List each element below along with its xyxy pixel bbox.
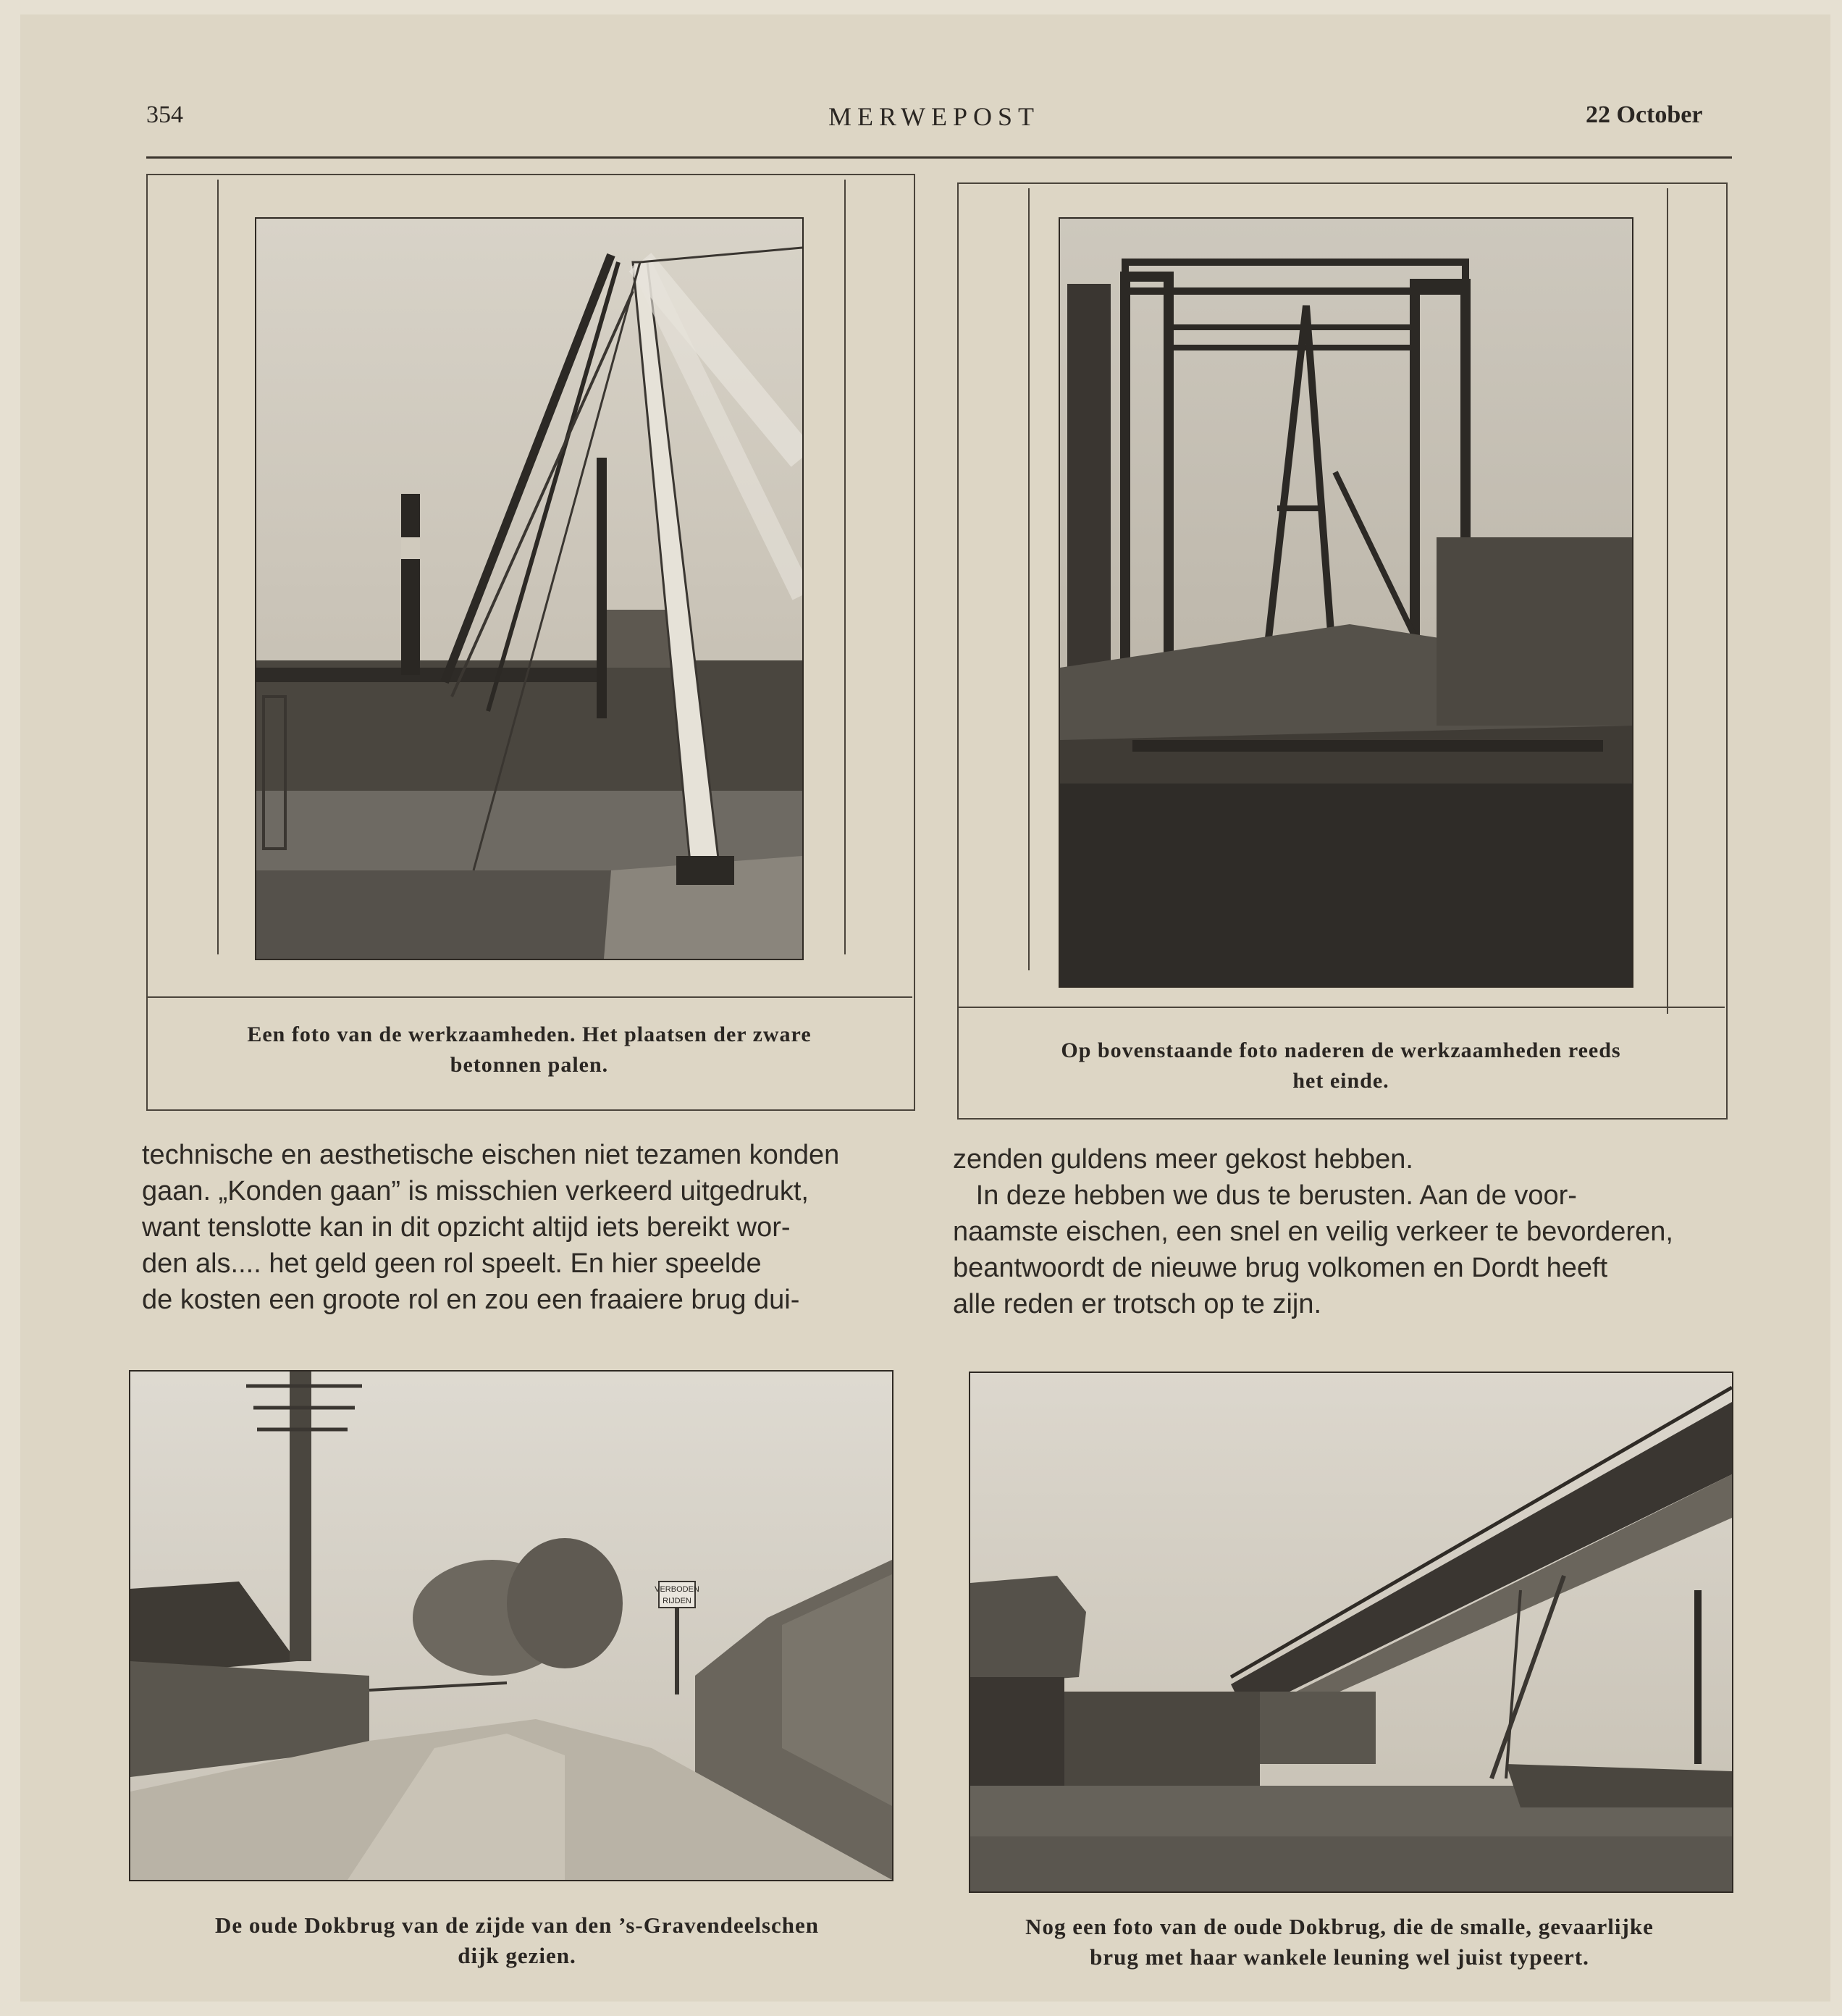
photo-old-dokbrug-bridge bbox=[969, 1372, 1733, 1893]
sign-text-line-2: RIJDEN bbox=[663, 1597, 691, 1605]
caption-4-line-2: brug met haar wankele leuning wel juist typeert. bbox=[1090, 1944, 1589, 1970]
caption-2-line-2: het einde. bbox=[1292, 1069, 1389, 1093]
frame-1-caption-rule bbox=[146, 996, 912, 998]
frame-1-left-rule bbox=[217, 180, 219, 954]
photo-old-dokbrug-road bbox=[129, 1370, 893, 1881]
left-line-1: technische en aesthetische eischen niet tezamen konden bbox=[142, 1140, 840, 1170]
article-right-column bbox=[953, 1141, 1728, 1322]
photo-bridge-towers bbox=[1059, 217, 1633, 988]
caption-1-line-1: Een foto van de werkzaamheden. Het plaatsen der zware bbox=[247, 1022, 812, 1046]
caption-1-line-2: betonnen palen. bbox=[450, 1053, 609, 1077]
photo-construction-crane bbox=[255, 217, 804, 960]
issue-date: 22 October bbox=[1586, 101, 1703, 128]
caption-4 bbox=[941, 1912, 1738, 1973]
right-line-2: In deze hebben we dus te berusten. Aan de voor- bbox=[953, 1180, 1577, 1211]
caption-1 bbox=[146, 1020, 912, 1080]
right-line-4: beantwoordt de nieuwe brug volkomen en Dordt heeft bbox=[953, 1253, 1608, 1283]
left-line-4: den als.... het geld geen rol speelt. En hier speelde bbox=[142, 1248, 762, 1279]
frame-2-right-rule bbox=[1667, 188, 1668, 1014]
caption-3-line-1: De oude Dokbrug van de zijde van den ’s-Gravendeelschen bbox=[214, 1912, 820, 1938]
sign-text-line-1: VERBODEN bbox=[655, 1585, 699, 1594]
page-number: 354 bbox=[146, 101, 183, 128]
caption-2 bbox=[957, 1036, 1725, 1096]
left-line-3: want tenslotte kan in dit opzicht altijd iets bereikt wor- bbox=[142, 1212, 791, 1243]
caption-2-line-1: Op bovenstaande foto naderen de werkzaamheden reeds bbox=[1061, 1038, 1621, 1062]
caption-3 bbox=[129, 1910, 905, 1971]
caption-4-line-1: Nog een foto van de oude Dokbrug, die de smalle, gevaarlijke bbox=[1025, 1914, 1654, 1939]
header-rule bbox=[146, 156, 1732, 159]
publication-title: MERWEPOST bbox=[828, 102, 1040, 131]
right-line-5: alle reden er trotsch op te zijn. bbox=[953, 1289, 1322, 1319]
right-line-3: naamste eischen, een snel en veilig verkeer te bevorderen, bbox=[953, 1217, 1673, 1247]
frame-1-right-rule bbox=[844, 180, 846, 954]
right-line-1: zenden guldens meer gekost hebben. bbox=[953, 1144, 1413, 1175]
article-left-column bbox=[142, 1137, 917, 1318]
left-line-5: de kosten een groote rol en zou een fraaiere brug dui- bbox=[142, 1285, 800, 1315]
frame-2-left-rule bbox=[1028, 188, 1030, 970]
frame-2-caption-rule bbox=[957, 1007, 1725, 1008]
caption-3-line-2: dijk gezien. bbox=[458, 1943, 576, 1968]
left-line-2: gaan. „Konden gaan” is misschien verkeerd uitgedrukt, bbox=[142, 1176, 809, 1206]
